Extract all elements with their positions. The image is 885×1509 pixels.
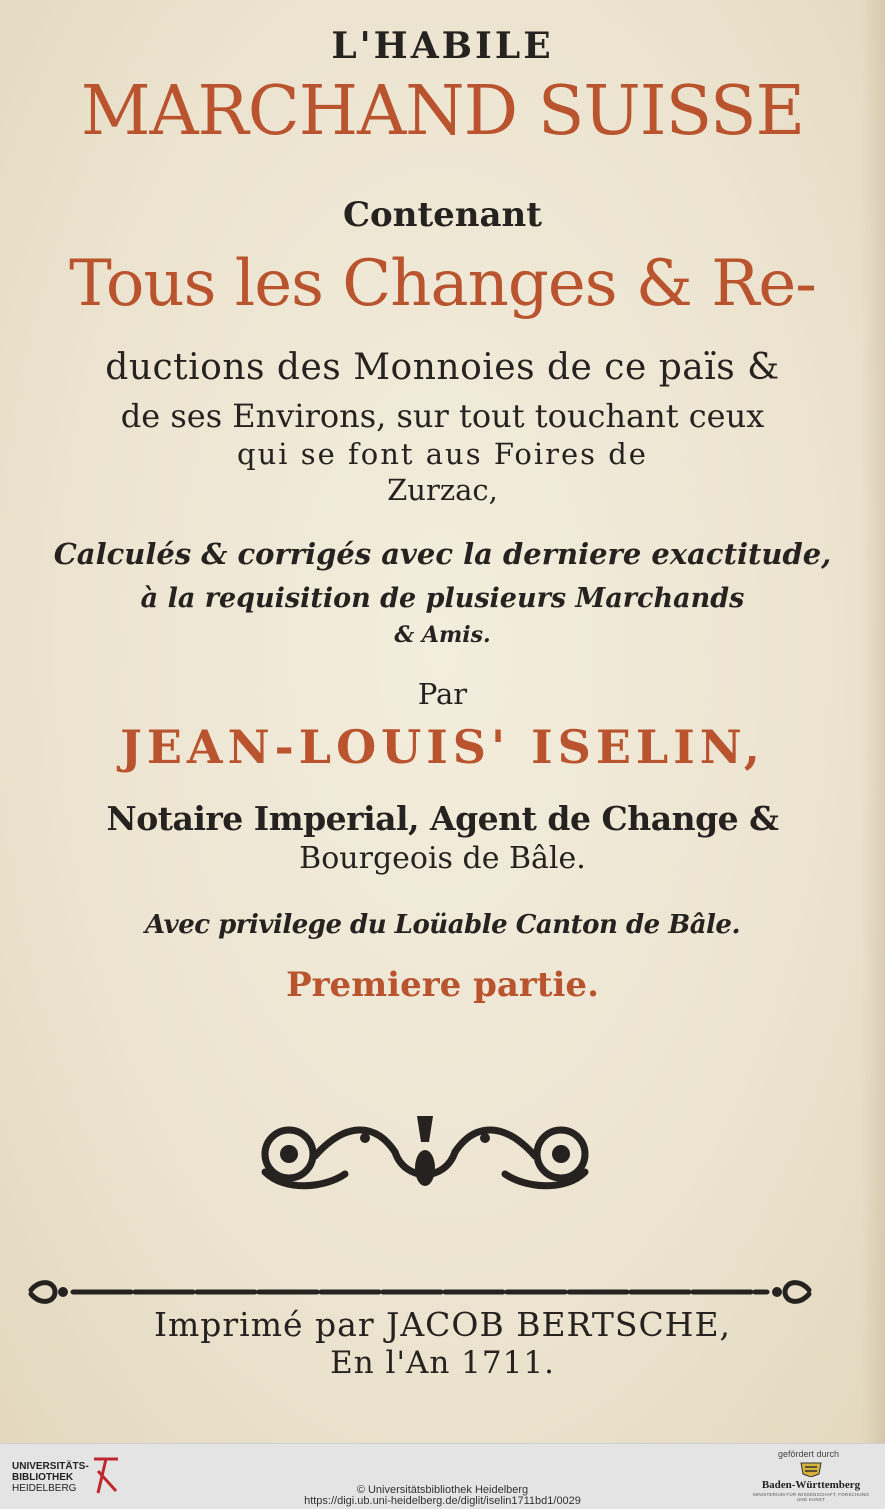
title-line-3: Contenant xyxy=(343,195,542,235)
sponsor-name: Baden-Württemberg xyxy=(761,1479,861,1491)
source-url[interactable]: https://digi.ub.uni-heidelberg.de/diglit/iselin1711bd1/0029 xyxy=(304,1495,581,1507)
support-label: gefördert durch xyxy=(777,1449,839,1459)
title-line-14: Notaire Imperial, Agent de Change & xyxy=(106,799,779,838)
title-line-1: L'HABILE xyxy=(331,25,554,67)
title-line-4: Tous les Changes & Re- xyxy=(69,247,816,321)
author-name: JEAN-LOUIS' ISELIN, xyxy=(120,720,765,774)
title-line-15: Bourgeois de Bâle. xyxy=(299,841,586,876)
title-line-8: Zurzac, xyxy=(387,473,498,507)
sponsor-subtitle: MINISTERIUM FÜR WISSENSCHAFT, FORSCHUNG UND KUNST xyxy=(752,1492,870,1502)
part-label: Premiere partie. xyxy=(286,965,599,1005)
sponsor-logo xyxy=(751,1461,871,1502)
title-line-9: Calculés & corrigés avec la derniere exactitude, xyxy=(53,537,832,571)
imprint-line-1: Imprimé par JACOB BERTSCHE, xyxy=(153,1305,732,1344)
library-name-line-1: UNIVERSITÄTS- xyxy=(12,1461,89,1472)
footer-bar xyxy=(0,1443,885,1509)
title-line-7: qui se font aus Foires de xyxy=(237,437,648,471)
title-line-12: Par xyxy=(417,677,468,711)
crest-icon xyxy=(799,1461,823,1477)
library-name-line-3: HEIDELBERG xyxy=(12,1483,77,1494)
title-line-5: ductions des Monnoies de ce païs & xyxy=(105,347,780,388)
copyright-text: © Universitätsbibliothek Heidelberg xyxy=(356,1484,529,1496)
title-line-10: à la requisition de plusieurs Marchands xyxy=(140,583,745,614)
title-line-11: & Amis. xyxy=(394,622,491,648)
library-name-line-2: BIBLIOTHEK xyxy=(12,1472,74,1483)
ornament-vignette xyxy=(245,1112,605,1196)
title-line-2: MARCHAND SUISSE xyxy=(80,72,805,151)
imprint-line-2: En l'An 1711. xyxy=(330,1345,555,1381)
title-line-6: de ses Environs, sur tout touchant ceux xyxy=(120,397,765,435)
privilege-line: Avec privilege du Loüable Canton de Bâle. xyxy=(144,910,741,940)
